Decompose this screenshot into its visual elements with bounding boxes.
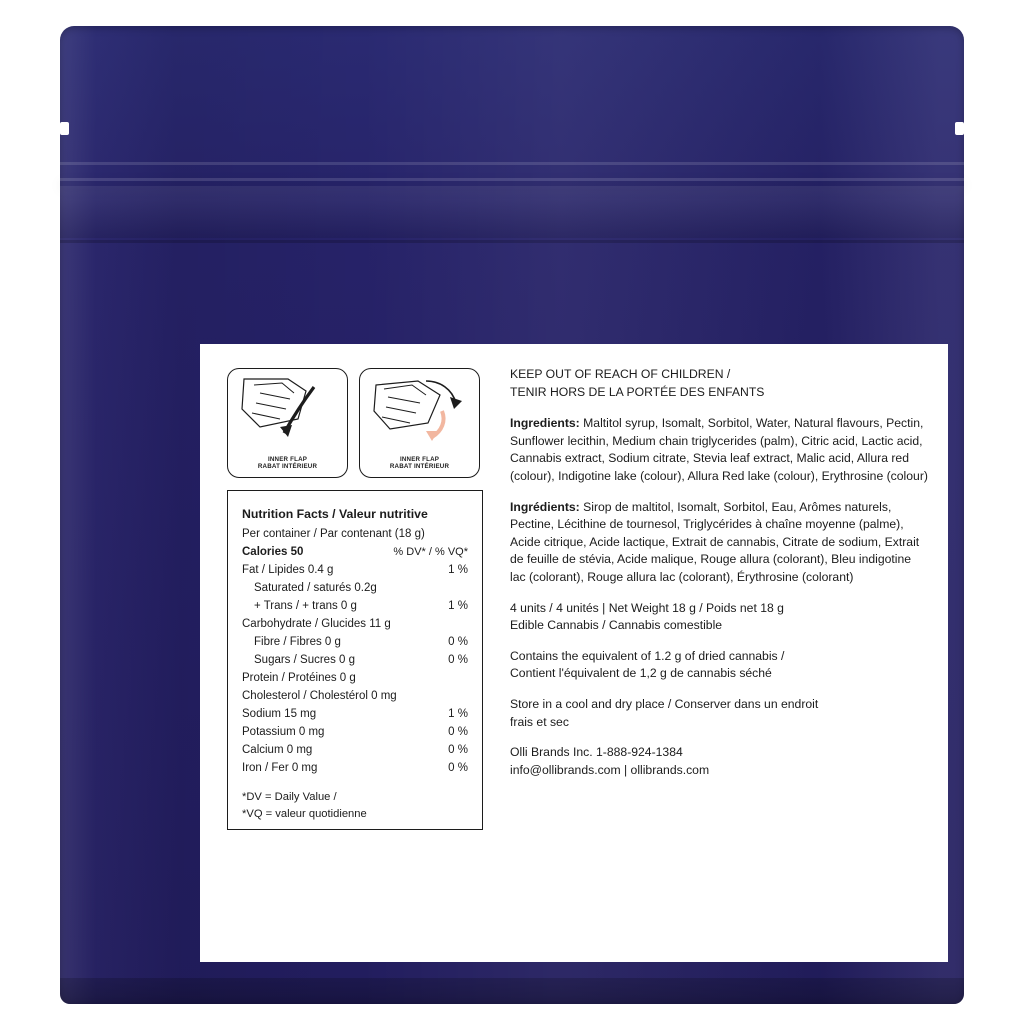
nutrition-facts-table bbox=[227, 490, 483, 830]
equivalent-fr: Contient l'équivalent de 1,2 g de cannabis séché bbox=[510, 666, 772, 681]
seal-band bbox=[60, 186, 964, 238]
tear-notch-right bbox=[955, 122, 964, 135]
table-row bbox=[242, 705, 468, 723]
company-contact bbox=[510, 744, 928, 779]
nutrient-label: Potassium 0 mg bbox=[242, 726, 325, 738]
ingredients-text-fr: Sirop de maltitol, Isomalt, Sorbitol, Eau, Arômes naturels, Pectine, Lécithine de tournesol, Triglycérides à chaîne moyenne (palme), Acide citrique, Acide lactique, Extrait de cannabis, Citrate de sodium, Extrait de feuille de stévia, Acide malique, Rouge allura (colorant), Bleu indigotine lac (colorant), Rouge allura lac (colorant), Érythrosine (colorant) bbox=[510, 499, 920, 584]
child-warning-fr: TENIR HORS DE LA PORTÉE DES ENFANTS bbox=[510, 384, 765, 399]
seal-line-bottom bbox=[60, 240, 964, 243]
seal-line-top bbox=[60, 162, 964, 165]
nutrient-dv: 0 % bbox=[448, 726, 468, 738]
table-row bbox=[242, 561, 468, 579]
table-row bbox=[242, 723, 468, 741]
storage-instructions bbox=[510, 696, 928, 731]
table-row bbox=[242, 633, 468, 651]
table-row bbox=[242, 651, 468, 669]
nutrient-label: Carbohydrate / Glucides 11 g bbox=[242, 618, 391, 630]
cannabis-pouch-back bbox=[60, 26, 964, 1004]
inner-flap-caption-1: INNER FLAP RABAT INTÉRIEUR bbox=[257, 455, 318, 471]
nutrition-footnote bbox=[242, 789, 468, 823]
nutrient-dv: 0 % bbox=[448, 762, 468, 774]
ingredients-label-fr: Ingrédients: bbox=[510, 499, 580, 514]
table-row bbox=[242, 687, 468, 705]
nutrient-label: Sugars / Sucres 0 g bbox=[254, 654, 355, 666]
equivalent-en: Contains the equivalent of 1.2 g of dried cannabis / bbox=[510, 648, 785, 663]
ingredients-label-en: Ingredients: bbox=[510, 416, 580, 431]
nutrient-label: Protein / Protéines 0 g bbox=[242, 672, 356, 684]
table-row bbox=[242, 759, 468, 777]
nutrient-label: + Trans / + trans 0 g bbox=[254, 600, 357, 612]
calories-label: Calories bbox=[242, 546, 288, 558]
inner-flap-diagram-2 bbox=[359, 368, 480, 478]
table-row bbox=[242, 669, 468, 687]
table-row bbox=[242, 579, 468, 597]
inner-flap-caption-2: INNER FLAP RABAT INTÉRIEUR bbox=[389, 455, 450, 471]
storage-en: Store in a cool and dry place / Conserver dans un endroit bbox=[510, 696, 819, 711]
child-warning bbox=[510, 366, 928, 401]
opening-instruction-diagrams bbox=[227, 368, 480, 478]
dried-cannabis-equivalent bbox=[510, 648, 928, 683]
nutrition-per-container: Per container / Par contenant (18 g) bbox=[242, 528, 425, 540]
company-email-website: info@ollibrands.com | ollibrands.com bbox=[510, 762, 710, 777]
footnote-vq: *VQ = valeur quotidienne bbox=[242, 808, 367, 820]
nutrient-dv: 1 % bbox=[448, 564, 468, 576]
product-info-column bbox=[510, 366, 928, 779]
calories-value: 50 bbox=[290, 546, 304, 558]
nutrient-label: Sodium 15 mg bbox=[242, 708, 317, 720]
ingredients-fr bbox=[510, 499, 928, 587]
daily-value-header: % DV* / % VQ* bbox=[393, 546, 468, 558]
footnote-dv: *DV = Daily Value / bbox=[242, 791, 337, 803]
nutrient-dv: 0 % bbox=[448, 654, 468, 666]
table-row bbox=[242, 741, 468, 759]
tear-notch-left bbox=[60, 122, 69, 135]
ingredients-en bbox=[510, 415, 928, 485]
nutrient-dv: 1 % bbox=[448, 708, 468, 720]
nutrition-facts-title: Nutrition Facts / Valeur nutritive bbox=[242, 507, 428, 521]
child-warning-en: KEEP OUT OF REACH OF CHILDREN / bbox=[510, 367, 731, 381]
hand-peeling-flap-icon bbox=[368, 375, 472, 451]
company-name-phone: Olli Brands Inc. 1-888-924-1384 bbox=[510, 745, 683, 760]
nutrient-dv: 0 % bbox=[448, 744, 468, 756]
storage-fr: frais et sec bbox=[510, 714, 569, 729]
inner-flap-diagram-1 bbox=[227, 368, 348, 478]
edible-cannabis-line: Edible Cannabis / Cannabis comestible bbox=[510, 618, 723, 633]
zipper-line bbox=[60, 178, 964, 181]
units-and-weight bbox=[510, 600, 928, 635]
bottom-gusset bbox=[60, 978, 964, 1004]
nutrition-calories-row bbox=[242, 543, 468, 561]
nutrient-label: Iron / Fer 0 mg bbox=[242, 762, 318, 774]
hand-opening-flap-icon bbox=[236, 375, 340, 451]
nutrient-dv: 0 % bbox=[448, 636, 468, 648]
nutrient-label: Saturated / saturés 0.2g bbox=[254, 582, 377, 594]
units-weight-line: 4 units / 4 unités | Net Weight 18 g / Poids net 18 g bbox=[510, 600, 784, 615]
nutrient-label: Fibre / Fibres 0 g bbox=[254, 636, 341, 648]
ingredients-text-en: Maltitol syrup, Isomalt, Sorbitol, Water, Natural flavours, Pectin, Sunflower lecithin, Medium chain triglycerides (palm), Citric acid, Lactic acid, Cannabis extract, Sodium citrate, Stevia leaf extract, Malic acid, Allura red (colour), Indigotine lake (colour), Allura Red lake (colour), Erythrosine (colour) bbox=[510, 416, 928, 483]
nutrient-label: Fat / Lipides 0.4 g bbox=[242, 564, 334, 576]
nutrient-dv: 1 % bbox=[448, 600, 468, 612]
back-label-panel bbox=[200, 344, 948, 962]
table-row bbox=[242, 615, 468, 633]
nutrient-label: Cholesterol / Cholestérol 0 mg bbox=[242, 690, 397, 702]
table-row bbox=[242, 597, 468, 615]
nutrient-label: Calcium 0 mg bbox=[242, 744, 313, 756]
